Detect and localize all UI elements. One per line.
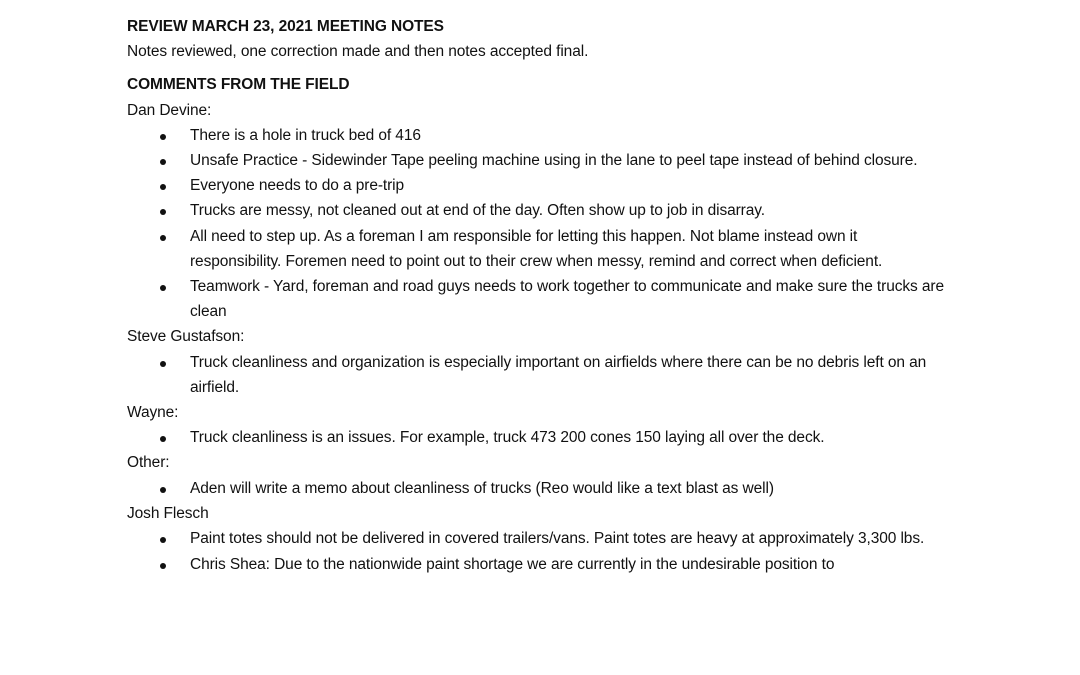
list-item-text: Chris Shea: Due to the nationwide paint shortage we are currently in the undesirable position to — [190, 556, 835, 574]
list-item-text: Trucks are messy, not cleaned out at end of the day. Often show up to job in disarray. — [190, 202, 765, 220]
list-item — [127, 552, 950, 577]
bullet-icon — [160, 563, 166, 569]
list-item — [127, 148, 950, 173]
list-item-text: Aden will write a memo about cleanliness of trucks (Reo would like a text blast as well) — [190, 479, 774, 497]
bullet-icon — [160, 134, 166, 140]
section-heading-comments: COMMENTS FROM THE FIELD — [127, 76, 350, 94]
list-item — [127, 173, 950, 198]
bullet-icon — [160, 361, 166, 367]
section-heading-review: REVIEW MARCH 23, 2021 MEETING NOTES — [127, 18, 444, 35]
list-item-text: All need to step up. As a foreman I am responsible for letting this happen. Not blame instead own it responsibility. Foremen need to point out to their crew when messy, remind and correct when deficient. — [190, 227, 883, 270]
list-item — [127, 274, 950, 324]
document-page — [127, 14, 1007, 577]
bullet-icon — [160, 436, 166, 442]
bullet-icon — [160, 235, 166, 241]
bullet-icon — [160, 487, 166, 493]
bullet-icon — [160, 537, 166, 543]
list-item — [127, 425, 950, 450]
bullet-icon — [160, 209, 166, 215]
list-item-text: Unsafe Practice - Sidewinder Tape peeling machine using in the lane to peel tape instead of behind closure. — [190, 152, 918, 170]
list-item — [127, 350, 950, 400]
speaker-name: Dan Devine: — [127, 101, 212, 119]
bullet-list — [127, 425, 1007, 450]
bullet-list — [127, 476, 1007, 501]
list-item-text: Truck cleanliness and organization is especially important on airfields where there can be no debris left on an airfield. — [190, 353, 927, 396]
review-notes-text: Notes reviewed, one correction made and then notes accepted final. — [127, 43, 589, 61]
speaker-name: Other: — [127, 454, 170, 472]
list-item — [127, 224, 950, 274]
bullet-list — [127, 123, 1007, 325]
list-item — [127, 123, 950, 148]
list-item-text: Everyone needs to do a pre-trip — [190, 177, 405, 195]
speaker-name: Wayne: — [127, 404, 179, 422]
bullet-list — [127, 350, 1007, 400]
list-item-text: Paint totes should not be delivered in covered trailers/vans. Paint totes are heavy at approximately 3,300 lbs. — [190, 530, 925, 548]
list-item-text: There is a hole in truck bed of 416 — [190, 126, 421, 144]
list-item-text: Truck cleanliness is an issues. For example, truck 473 200 cones 150 laying all over the deck. — [190, 429, 825, 447]
bullet-icon — [160, 159, 166, 165]
bullet-icon — [160, 285, 166, 291]
speaker-name: Steve Gustafson: — [127, 328, 245, 346]
spacer — [127, 64, 1007, 72]
bullet-icon — [160, 184, 166, 190]
list-item — [127, 198, 950, 223]
list-item — [127, 526, 950, 551]
list-item-text: Teamwork - Yard, foreman and road guys needs to work together to communicate and make sure the trucks are clean — [190, 278, 944, 321]
bullet-list — [127, 526, 1007, 577]
list-item — [127, 476, 950, 501]
speaker-name: Josh Flesch — [127, 504, 209, 522]
